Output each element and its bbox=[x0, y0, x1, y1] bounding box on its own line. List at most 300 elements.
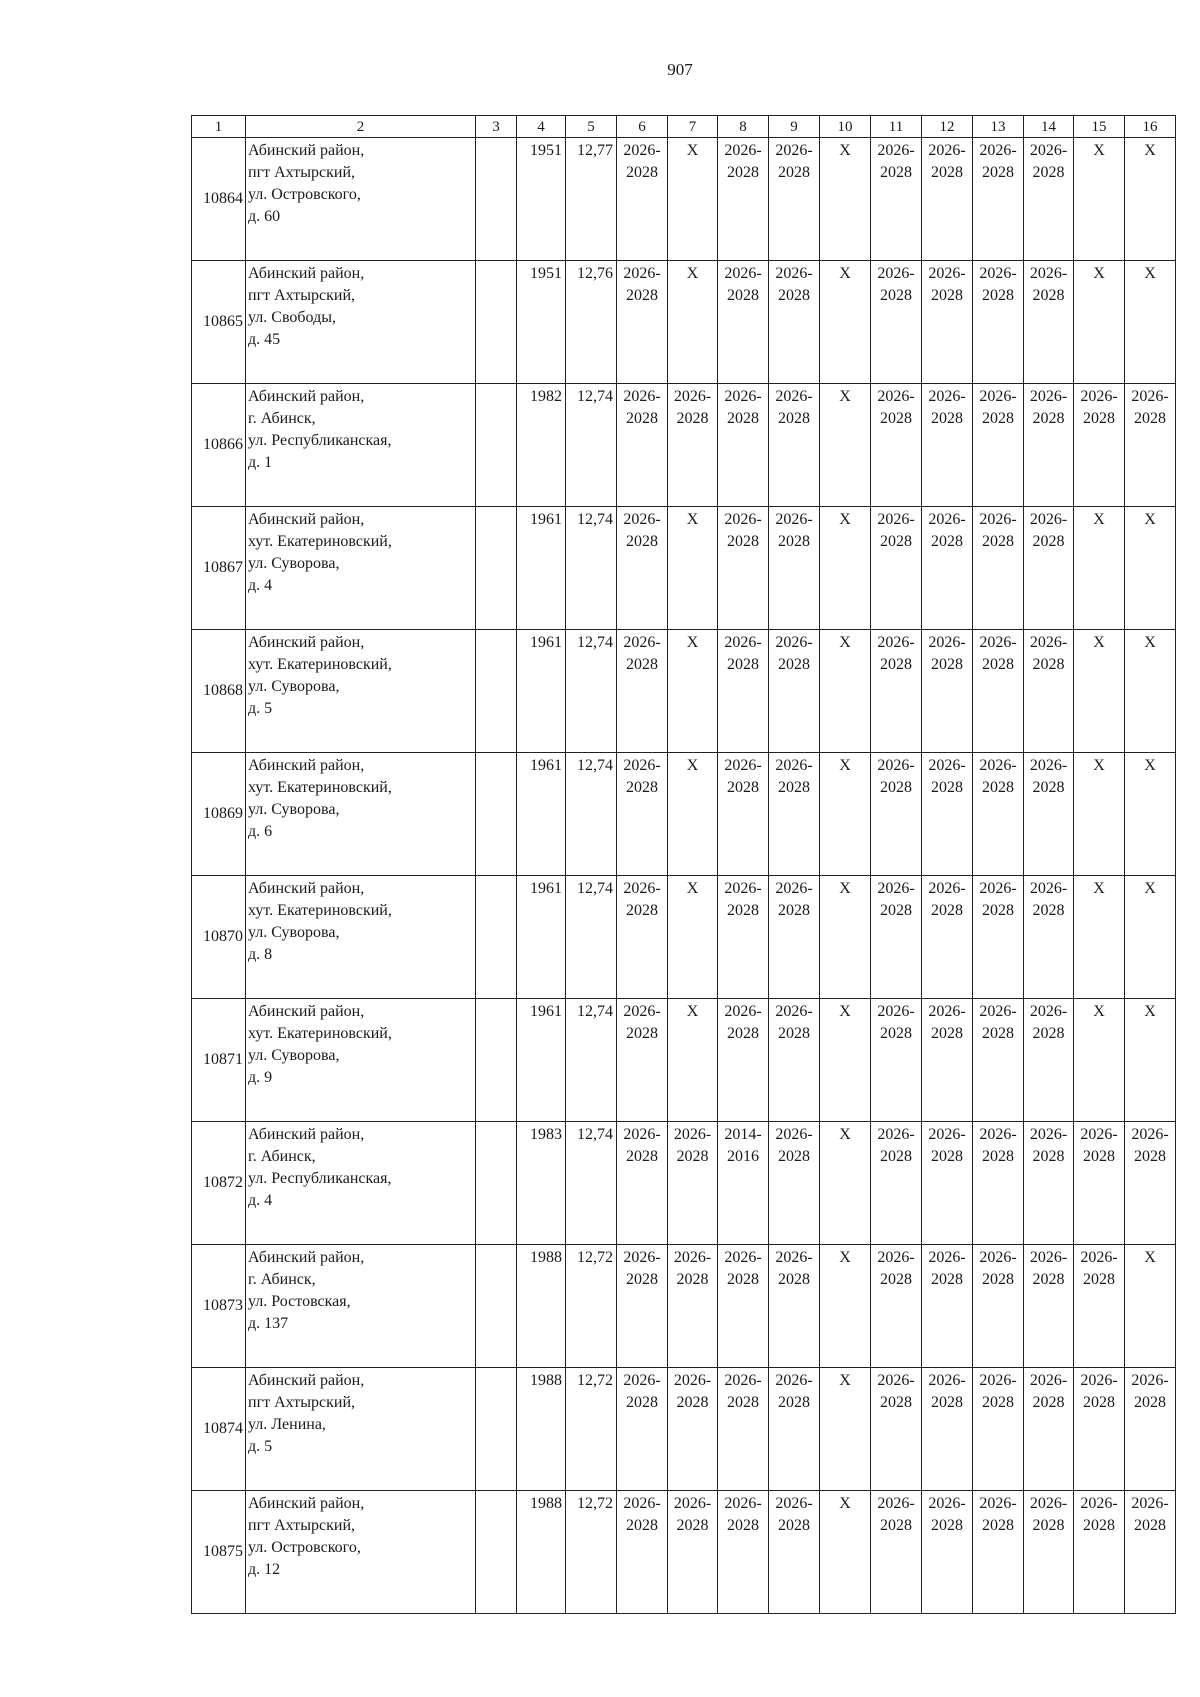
period-start: 2026- bbox=[1029, 142, 1068, 159]
period-cell bbox=[668, 1368, 718, 1491]
address-line: Абинский район, bbox=[248, 388, 365, 405]
period-start: 2026- bbox=[623, 757, 661, 774]
period-start: 2026- bbox=[1029, 1495, 1068, 1512]
year-cell: 1988 bbox=[517, 1368, 566, 1491]
period-start: 2026- bbox=[775, 880, 813, 897]
period-end: 2028 bbox=[626, 287, 658, 304]
period-cell bbox=[871, 753, 922, 876]
period-end: 2028 bbox=[931, 164, 963, 181]
period-start: 2026- bbox=[979, 1249, 1017, 1266]
period-cell: Х bbox=[1074, 876, 1125, 999]
period-cell: Х bbox=[820, 1245, 871, 1368]
column-header: 12 bbox=[922, 116, 973, 138]
period-end: 2028 bbox=[1032, 1148, 1065, 1165]
period-start: 2026- bbox=[877, 880, 915, 897]
period-start: 2026- bbox=[1080, 388, 1118, 405]
period-start: 2026- bbox=[775, 757, 813, 774]
period-start: 2026- bbox=[724, 757, 762, 774]
period-start: 2026- bbox=[1080, 1126, 1118, 1143]
table-row bbox=[192, 138, 1176, 261]
period-start: 2026- bbox=[775, 634, 813, 651]
period-cell bbox=[617, 384, 668, 507]
address-cell bbox=[246, 384, 476, 507]
column-header: 7 bbox=[668, 116, 718, 138]
column-3-cell bbox=[476, 1245, 517, 1368]
period-cell: Х bbox=[820, 1368, 871, 1491]
column-header: 11 bbox=[871, 116, 922, 138]
row-number: 10865 bbox=[192, 261, 246, 384]
period-end: 2028 bbox=[982, 1517, 1014, 1534]
period-end: 2028 bbox=[727, 1271, 759, 1288]
period-start: 2026- bbox=[623, 1003, 661, 1020]
period-cell: Х bbox=[820, 876, 871, 999]
period-cell bbox=[718, 876, 769, 999]
period-end: 2028 bbox=[931, 1394, 963, 1411]
row-number: 10866 bbox=[192, 384, 246, 507]
period-end: 2028 bbox=[982, 287, 1014, 304]
year-cell: 1961 bbox=[517, 630, 566, 753]
period-start: 2026- bbox=[1029, 1372, 1068, 1389]
period-cell bbox=[668, 384, 718, 507]
period-cell bbox=[718, 753, 769, 876]
period-start: 2026- bbox=[724, 388, 762, 405]
table-row bbox=[192, 1368, 1176, 1491]
period-start: 2026- bbox=[673, 1495, 712, 1512]
period-end: 2028 bbox=[778, 902, 810, 919]
period-end: 2028 bbox=[982, 164, 1014, 181]
period-cell bbox=[1024, 507, 1074, 630]
period-cell bbox=[769, 876, 820, 999]
value-cell: 12,74 bbox=[566, 1122, 617, 1245]
period-end: 2028 bbox=[676, 1148, 709, 1165]
period-end: 2028 bbox=[982, 1394, 1014, 1411]
table-row bbox=[192, 1245, 1176, 1368]
row-number: 10870 bbox=[192, 876, 246, 999]
column-3-cell bbox=[476, 384, 517, 507]
period-end: 2028 bbox=[982, 656, 1014, 673]
period-end: 2028 bbox=[727, 1394, 759, 1411]
period-end: 2028 bbox=[880, 164, 912, 181]
address-line: ул. Ростовская, bbox=[248, 1293, 351, 1310]
period-end: 2028 bbox=[982, 779, 1014, 796]
address-line: д. 4 bbox=[248, 577, 273, 594]
period-cell: Х bbox=[1125, 261, 1176, 384]
period-cell: Х bbox=[820, 261, 871, 384]
period-end: 2028 bbox=[931, 533, 963, 550]
period-end: 2028 bbox=[626, 1517, 658, 1534]
period-end: 2028 bbox=[778, 533, 810, 550]
address-line: ул. Суворова, bbox=[248, 801, 340, 818]
period-cell bbox=[922, 1368, 973, 1491]
period-end: 2028 bbox=[1032, 410, 1065, 427]
period-start: 2026- bbox=[877, 1126, 915, 1143]
period-end: 2028 bbox=[931, 1517, 963, 1534]
row-number: 10872 bbox=[192, 1122, 246, 1245]
period-start: 2026- bbox=[979, 1495, 1017, 1512]
period-cell bbox=[871, 876, 922, 999]
period-cell: Х bbox=[1125, 876, 1176, 999]
period-cell bbox=[617, 1368, 668, 1491]
year-cell: 1961 bbox=[517, 999, 566, 1122]
period-start: 2026- bbox=[623, 511, 661, 528]
address-line: г. Абинск, bbox=[248, 1271, 316, 1288]
period-cell bbox=[922, 507, 973, 630]
address-line: ул. Островского, bbox=[248, 1539, 361, 1556]
period-cell bbox=[871, 138, 922, 261]
row-number: 10871 bbox=[192, 999, 246, 1122]
period-end: 2028 bbox=[778, 1394, 810, 1411]
period-cell: Х bbox=[820, 384, 871, 507]
column-header: 2 bbox=[246, 116, 476, 138]
year-cell: 1961 bbox=[517, 876, 566, 999]
period-start: 2026- bbox=[623, 388, 661, 405]
period-start: 2026- bbox=[979, 142, 1017, 159]
period-start: 2026- bbox=[928, 634, 966, 651]
period-cell bbox=[922, 384, 973, 507]
address-cell bbox=[246, 1122, 476, 1245]
period-end: 2028 bbox=[1032, 1517, 1065, 1534]
period-start: 2026- bbox=[979, 1126, 1017, 1143]
address-line: ул. Ленина, bbox=[248, 1416, 326, 1433]
address-line: г. Абинск, bbox=[248, 1148, 316, 1165]
column-header: 9 bbox=[769, 116, 820, 138]
period-cell bbox=[871, 261, 922, 384]
column-header: 13 bbox=[973, 116, 1024, 138]
period-cell bbox=[1125, 1491, 1176, 1614]
period-end: 2028 bbox=[626, 410, 658, 427]
period-end: 2028 bbox=[676, 1394, 709, 1411]
row-number: 10869 bbox=[192, 753, 246, 876]
period-end: 2028 bbox=[982, 1148, 1014, 1165]
period-end: 2028 bbox=[778, 1271, 810, 1288]
period-cell bbox=[1024, 138, 1074, 261]
address-line: Абинский район, bbox=[248, 1126, 365, 1143]
period-end: 2028 bbox=[1032, 1025, 1065, 1042]
row-number: 10874 bbox=[192, 1368, 246, 1491]
period-end: 2028 bbox=[931, 1271, 963, 1288]
period-cell bbox=[1024, 630, 1074, 753]
column-header: 16 bbox=[1125, 116, 1176, 138]
period-end: 2028 bbox=[727, 1025, 759, 1042]
period-cell bbox=[668, 1122, 718, 1245]
period-start: 2026- bbox=[877, 265, 915, 282]
period-end: 2028 bbox=[1032, 287, 1065, 304]
period-end: 2028 bbox=[1134, 410, 1166, 427]
period-end: 2028 bbox=[982, 1025, 1014, 1042]
period-cell bbox=[668, 1491, 718, 1614]
period-cell: Х bbox=[820, 138, 871, 261]
column-3-cell bbox=[476, 753, 517, 876]
period-end: 2028 bbox=[778, 1517, 810, 1534]
column-3-cell bbox=[476, 261, 517, 384]
period-end: 2028 bbox=[676, 410, 709, 427]
period-cell bbox=[769, 1368, 820, 1491]
period-cell bbox=[922, 261, 973, 384]
period-cell: Х bbox=[1074, 138, 1125, 261]
period-cell: Х bbox=[1125, 1245, 1176, 1368]
address-line: д. 8 bbox=[248, 946, 273, 963]
period-end: 2028 bbox=[1083, 1394, 1115, 1411]
period-cell bbox=[617, 1122, 668, 1245]
period-start: 2026- bbox=[775, 1495, 813, 1512]
period-cell bbox=[718, 1368, 769, 1491]
table-row bbox=[192, 999, 1176, 1122]
period-cell bbox=[617, 876, 668, 999]
row-number: 10868 bbox=[192, 630, 246, 753]
column-header: 8 bbox=[718, 116, 769, 138]
period-cell bbox=[769, 1491, 820, 1614]
value-cell: 12,77 bbox=[566, 138, 617, 261]
period-end: 2028 bbox=[778, 287, 810, 304]
value-cell: 12,74 bbox=[566, 753, 617, 876]
period-start: 2026- bbox=[979, 1003, 1017, 1020]
period-cell bbox=[769, 1122, 820, 1245]
period-cell bbox=[922, 630, 973, 753]
address-line: Абинский район, bbox=[248, 1249, 365, 1266]
address-line: хут. Екатериновский, bbox=[248, 656, 392, 673]
year-cell: 1961 bbox=[517, 753, 566, 876]
address-line: хут. Екатериновский, bbox=[248, 902, 392, 919]
row-number: 10864 bbox=[192, 138, 246, 261]
address-line: Абинский район, bbox=[248, 1495, 365, 1512]
period-end: 2028 bbox=[1032, 656, 1065, 673]
period-cell bbox=[871, 999, 922, 1122]
period-cell bbox=[1125, 1368, 1176, 1491]
period-cell: Х bbox=[668, 876, 718, 999]
period-cell bbox=[1024, 384, 1074, 507]
period-start: 2026- bbox=[623, 265, 661, 282]
period-cell bbox=[973, 876, 1024, 999]
table-row bbox=[192, 1491, 1176, 1614]
period-end: 2028 bbox=[931, 779, 963, 796]
period-cell bbox=[973, 630, 1024, 753]
period-cell bbox=[871, 1122, 922, 1245]
period-start: 2026- bbox=[1080, 1249, 1118, 1266]
period-cell bbox=[769, 261, 820, 384]
address-line: Абинский район, bbox=[248, 511, 365, 528]
period-start: 2014- bbox=[724, 1126, 762, 1143]
address-line: Абинский район, bbox=[248, 142, 365, 159]
period-cell bbox=[718, 507, 769, 630]
page-number: 907 bbox=[667, 60, 693, 79]
value-cell: 12,72 bbox=[566, 1491, 617, 1614]
period-cell: Х bbox=[820, 630, 871, 753]
period-cell bbox=[769, 507, 820, 630]
column-header: 4 bbox=[517, 116, 566, 138]
period-end: 2028 bbox=[778, 656, 810, 673]
period-start: 2026- bbox=[673, 1126, 712, 1143]
value-cell: 12,74 bbox=[566, 507, 617, 630]
year-cell: 1961 bbox=[517, 507, 566, 630]
period-start: 2026- bbox=[673, 388, 712, 405]
value-cell: 12,72 bbox=[566, 1368, 617, 1491]
address-cell bbox=[246, 999, 476, 1122]
period-start: 2026- bbox=[724, 1003, 762, 1020]
period-cell bbox=[922, 138, 973, 261]
period-start: 2026- bbox=[623, 1495, 661, 1512]
period-cell bbox=[769, 999, 820, 1122]
column-header: 14 bbox=[1024, 116, 1074, 138]
period-start: 2026- bbox=[928, 1249, 966, 1266]
period-cell: Х bbox=[820, 507, 871, 630]
period-cell bbox=[871, 1368, 922, 1491]
period-start: 2026- bbox=[877, 388, 915, 405]
period-cell bbox=[718, 261, 769, 384]
period-end: 2028 bbox=[676, 1517, 709, 1534]
period-start: 2026- bbox=[979, 388, 1017, 405]
period-start: 2026- bbox=[877, 511, 915, 528]
address-line: ул. Островского, bbox=[248, 186, 361, 203]
address-line: хут. Екатериновский, bbox=[248, 533, 392, 550]
period-end: 2028 bbox=[778, 164, 810, 181]
period-cell bbox=[1024, 753, 1074, 876]
column-3-cell bbox=[476, 138, 517, 261]
period-cell: Х bbox=[668, 138, 718, 261]
period-start: 2026- bbox=[1131, 1126, 1169, 1143]
period-cell bbox=[922, 1491, 973, 1614]
period-end: 2028 bbox=[880, 287, 912, 304]
period-start: 2026- bbox=[928, 880, 966, 897]
period-start: 2026- bbox=[775, 1249, 813, 1266]
period-start: 2026- bbox=[623, 634, 661, 651]
address-line: д. 12 bbox=[248, 1561, 281, 1578]
period-start: 2026- bbox=[877, 1003, 915, 1020]
period-cell bbox=[769, 630, 820, 753]
period-start: 2026- bbox=[1080, 1495, 1118, 1512]
period-end: 2028 bbox=[1032, 1271, 1065, 1288]
period-start: 2026- bbox=[928, 265, 966, 282]
period-end: 2028 bbox=[931, 656, 963, 673]
period-end: 2028 bbox=[1134, 1394, 1166, 1411]
period-start: 2026- bbox=[724, 1495, 762, 1512]
row-number: 10875 bbox=[192, 1491, 246, 1614]
table-row bbox=[192, 1122, 1176, 1245]
period-end: 2028 bbox=[626, 164, 658, 181]
table-row bbox=[192, 753, 1176, 876]
period-start: 2026- bbox=[775, 1003, 813, 1020]
period-cell bbox=[617, 753, 668, 876]
column-3-cell bbox=[476, 999, 517, 1122]
column-3-cell bbox=[476, 876, 517, 999]
period-start: 2026- bbox=[775, 265, 813, 282]
period-end: 2028 bbox=[778, 1148, 810, 1165]
period-cell bbox=[871, 630, 922, 753]
period-end: 2028 bbox=[676, 1271, 709, 1288]
period-end: 2028 bbox=[982, 902, 1014, 919]
period-end: 2028 bbox=[982, 533, 1014, 550]
address-line: пгт Ахтырский, bbox=[248, 1517, 356, 1534]
table-row bbox=[192, 261, 1176, 384]
period-end: 2028 bbox=[1083, 410, 1115, 427]
address-line: д. 60 bbox=[248, 208, 281, 225]
value-cell: 12,76 bbox=[566, 261, 617, 384]
period-end: 2016 bbox=[727, 1148, 759, 1165]
period-end: 2028 bbox=[626, 1025, 658, 1042]
period-start: 2026- bbox=[673, 1249, 712, 1266]
period-cell bbox=[973, 999, 1024, 1122]
period-end: 2028 bbox=[1083, 1148, 1115, 1165]
period-cell: Х bbox=[1074, 999, 1125, 1122]
period-cell bbox=[973, 1122, 1024, 1245]
period-cell bbox=[922, 1122, 973, 1245]
year-cell: 1951 bbox=[517, 138, 566, 261]
period-start: 2026- bbox=[724, 511, 762, 528]
period-start: 2026- bbox=[623, 880, 661, 897]
period-cell bbox=[617, 261, 668, 384]
period-start: 2026- bbox=[877, 1372, 915, 1389]
period-start: 2026- bbox=[1131, 388, 1169, 405]
period-cell bbox=[1125, 384, 1176, 507]
year-cell: 1951 bbox=[517, 261, 566, 384]
period-end: 2028 bbox=[626, 1394, 658, 1411]
period-cell bbox=[617, 507, 668, 630]
period-cell bbox=[769, 384, 820, 507]
address-line: Абинский район, bbox=[248, 757, 365, 774]
address-line: Абинский район, bbox=[248, 265, 365, 282]
period-end: 2028 bbox=[880, 1271, 912, 1288]
address-line: пгт Ахтырский, bbox=[248, 287, 356, 304]
period-end: 2028 bbox=[778, 1025, 810, 1042]
period-end: 2028 bbox=[626, 533, 658, 550]
period-cell bbox=[617, 1491, 668, 1614]
period-end: 2028 bbox=[727, 410, 759, 427]
address-line: Абинский район, bbox=[248, 634, 365, 651]
period-start: 2026- bbox=[979, 634, 1017, 651]
address-cell bbox=[246, 753, 476, 876]
period-cell bbox=[1024, 1122, 1074, 1245]
period-start: 2026- bbox=[979, 511, 1017, 528]
period-cell: Х bbox=[820, 1122, 871, 1245]
table-body bbox=[192, 116, 1176, 1614]
period-end: 2028 bbox=[626, 902, 658, 919]
period-cell bbox=[973, 753, 1024, 876]
period-start: 2026- bbox=[623, 1249, 661, 1266]
address-line: ул. Суворова, bbox=[248, 1047, 340, 1064]
period-end: 2028 bbox=[880, 533, 912, 550]
address-line: д. 6 bbox=[248, 823, 273, 840]
period-cell bbox=[973, 261, 1024, 384]
column-header: 3 bbox=[476, 116, 517, 138]
period-cell bbox=[1024, 1245, 1074, 1368]
period-start: 2026- bbox=[623, 142, 661, 159]
period-start: 2026- bbox=[928, 142, 966, 159]
period-end: 2028 bbox=[880, 1394, 912, 1411]
period-cell bbox=[1074, 1122, 1125, 1245]
value-cell: 12,74 bbox=[566, 384, 617, 507]
period-cell bbox=[871, 384, 922, 507]
address-line: д. 5 bbox=[248, 1438, 273, 1455]
year-cell: 1982 bbox=[517, 384, 566, 507]
period-cell bbox=[1074, 1368, 1125, 1491]
value-cell: 12,72 bbox=[566, 1245, 617, 1368]
table-row bbox=[192, 876, 1176, 999]
period-end: 2028 bbox=[1032, 533, 1065, 550]
column-3-cell bbox=[476, 1368, 517, 1491]
period-start: 2026- bbox=[1029, 1126, 1068, 1143]
period-cell bbox=[1074, 384, 1125, 507]
period-start: 2026- bbox=[724, 1372, 762, 1389]
period-start: 2026- bbox=[877, 1249, 915, 1266]
period-end: 2028 bbox=[727, 533, 759, 550]
address-cell bbox=[246, 138, 476, 261]
period-start: 2026- bbox=[724, 265, 762, 282]
period-cell: Х bbox=[1074, 753, 1125, 876]
period-start: 2026- bbox=[928, 1372, 966, 1389]
period-start: 2026- bbox=[979, 1372, 1017, 1389]
period-end: 2028 bbox=[727, 779, 759, 796]
period-start: 2026- bbox=[928, 1003, 966, 1020]
column-header: 10 bbox=[820, 116, 871, 138]
